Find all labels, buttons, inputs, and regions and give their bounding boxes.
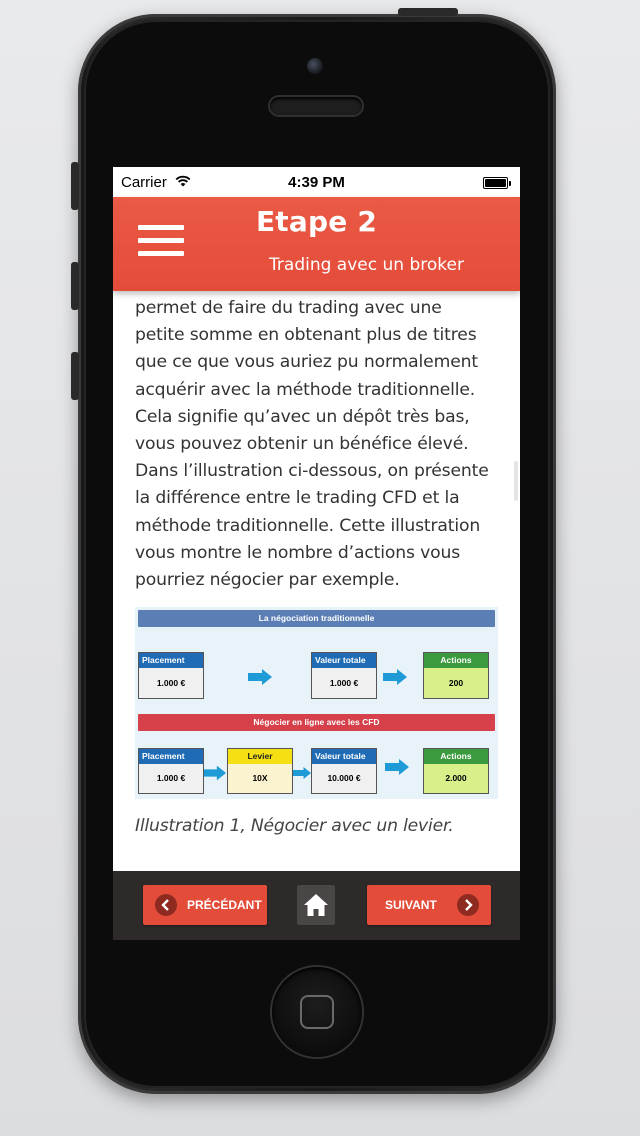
trad-placement-box [138,652,204,699]
home-button-square-icon [300,995,334,1029]
battery-icon [483,177,508,189]
cfd-total-box [311,748,377,794]
body-line: vous pouvez obtenir un bénéfice élevé. [135,434,469,455]
page-title: Etape 2 [255,205,378,238]
cfd-levier-label: Levier [228,749,292,764]
carrier-label: Carrier [121,174,167,191]
status-time: 4:39 PM [288,174,345,191]
cfd-banner: Négocier en ligne avec les CFD [138,714,495,731]
body-line: pourriez négocier par exemple. [135,570,400,591]
cfd-actions-label: Actions [424,749,488,764]
trad-total-label: Valeur totale [312,653,376,668]
body-line: petite somme en obtenant plus de titres [135,325,477,346]
body-line: méthode traditionnelle. Cette illustration [135,515,481,536]
arrow-right-icon [293,765,311,781]
power-button [398,8,458,16]
app-header [113,197,520,291]
previous-button-label: PRÉCÉDANT [187,898,262,912]
illustration-caption: Illustration 1, Négocier avec un levier. [135,816,454,836]
cfd-total-label: Valeur totale [312,749,376,764]
arrow-right-icon [204,765,226,781]
body-line: vous montre le nombre d’actions vous [135,542,461,563]
body-line: permet de faire du trading avec une [135,298,442,318]
volume-down-button [71,352,79,400]
trad-actions-box [423,652,489,699]
cfd-placement-label: Placement [139,749,203,764]
next-button[interactable] [367,885,491,925]
side-switch [71,162,79,210]
trad-actions-label: Actions [424,653,488,668]
cfd-placement-box [138,748,204,794]
trad-actions-value: 200 [424,668,488,698]
content-scroll-area[interactable] [113,291,520,871]
arrow-right-icon [385,759,409,775]
cfd-actions-value: 2.000 [424,764,488,793]
cfd-placement-value: 1.000 € [139,764,203,793]
traditional-banner: La négociation traditionnelle [138,610,495,627]
body-line: la différence entre le trading CFD et la [135,488,460,509]
status-bar [113,167,520,197]
cfd-levier-box [227,748,293,794]
arrow-right-icon [248,669,272,685]
home-button[interactable] [297,885,335,925]
illustration-leverage [135,607,498,799]
previous-button[interactable] [143,885,267,925]
chevron-right-icon [457,894,479,916]
body-line: Cela signifie qu’avec un dépôt très bas, [135,406,470,427]
body-line: Dans l’illustration ci-dessous, on présente [135,461,489,482]
cfd-actions-box [423,748,489,794]
cfd-total-value: 10.000 € [312,764,376,793]
chevron-left-icon [155,894,177,916]
front-camera [307,58,323,74]
page-subtitle: Trading avec un broker [269,255,464,275]
bottom-nav-bar [113,871,520,940]
body-line: acquérir avec la méthode traditionnelle. [135,379,476,400]
screen [113,167,520,940]
earpiece-speaker [270,97,362,115]
scroll-indicator [514,461,518,501]
body-text [135,295,505,594]
body-line: que ce que vous auriez pu normalement [135,352,478,373]
trad-total-value: 1.000 € [312,668,376,698]
home-icon [303,893,329,917]
arrow-right-icon [383,669,407,685]
next-button-label: SUIVANT [385,898,437,912]
trad-placement-value: 1.000 € [139,668,203,698]
trad-placement-label: Placement [139,653,203,668]
cfd-levier-value: 10X [228,764,292,793]
trad-total-box [311,652,377,699]
volume-up-button [71,262,79,310]
